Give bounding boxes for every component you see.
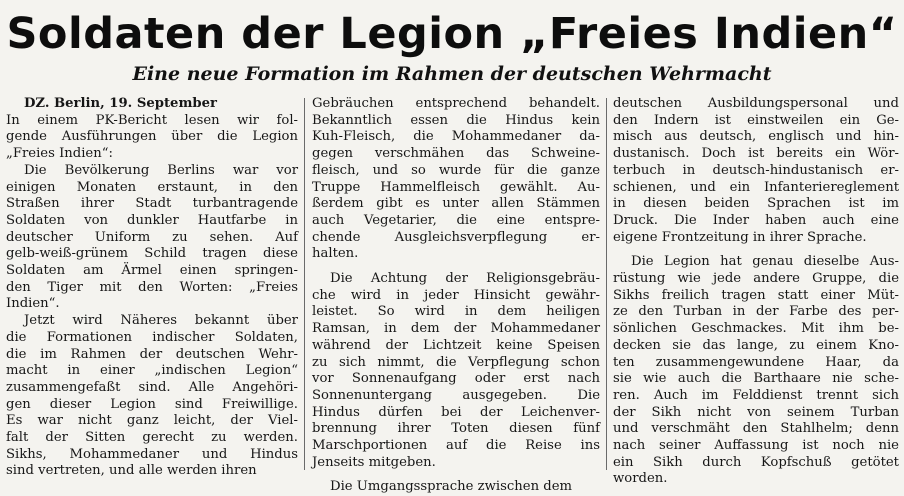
text-line: fleisch, und so wurde für die ganze (312, 162, 600, 178)
article-column-2 (312, 96, 600, 495)
text-line: deutschen Ausbildungspersonal und (613, 96, 899, 111)
subheadline: Eine neue Formation im Rahmen der deutschen Wehrmacht (132, 63, 772, 85)
text-line: Bekanntlich essen die Hindus kein (312, 112, 600, 128)
text-line: Die Legion hat genau dieselbe Aus- (631, 254, 899, 270)
text-line: auch Vegetarier, die eine entspre- (312, 212, 600, 228)
text-line: terbuch in deutsch-hindustanisch er- (613, 162, 899, 178)
text-line: deutscher Uniform zu sehen. Auf (6, 229, 298, 245)
text-line: chende Ausgleichsverpflegung er- (312, 229, 600, 245)
column-rule (304, 98, 305, 470)
paragraph-gap (613, 246, 899, 254)
headline: Soldaten der Legion „Freies Indien“ (6, 9, 898, 59)
text-line: schienen, und ein Infanteriereglement (613, 179, 899, 195)
text-line: che wird in jeder Hinsicht gewähr- (312, 287, 600, 303)
text-line: Die Bevölkerung Berlins war vor (24, 162, 298, 178)
text-line: Druck. Die Inder haben auch eine (613, 212, 899, 228)
text-line: Truppe Hammelfleisch gewählt. Au- (312, 179, 600, 195)
text-line: Jetzt wird Näheres bekannt über (24, 313, 298, 329)
text-line: ren. Auch im Felddienst trennt sich (613, 387, 899, 403)
text-line: halten. (312, 246, 359, 262)
text-line: Die Achtung der Religionsgebräu- (330, 271, 600, 287)
text-line: Sikhs freilich tragen statt einer Müt- (613, 287, 899, 303)
text-line: Straßen ihrer Stadt turbantragende (6, 196, 298, 212)
text-line: Die Umgangssprache zwischen dem (330, 479, 573, 495)
text-line: Soldaten von dunkler Hautfarbe in (6, 212, 298, 228)
article-column-3 (613, 96, 899, 487)
text-line: Sonnenuntergang ausgegeben. Die (312, 387, 600, 403)
text-line: decken sie das lange, zu einem Kno- (613, 337, 899, 353)
text-line: worden. (613, 471, 668, 487)
text-line: in diesen beiden Sprachen ist im (613, 196, 899, 212)
column-rule (606, 98, 607, 470)
text-line: und verschmäht den Stahlhelm; denn (613, 421, 899, 437)
text-line: gen dieser Legion sind Freiwillige. (6, 396, 298, 412)
text-line: Jenseits mitgeben. (312, 454, 436, 470)
text-line: gegen verschmähen das Schweine- (312, 146, 600, 162)
text-line: gelb-weiß-grünem Schild tragen diese (6, 246, 298, 262)
paragraph-gap (312, 471, 600, 479)
text-line: während der Lichtzeit keine Speisen (312, 337, 600, 353)
text-line: rüstung wie jede andere Gruppe, die (613, 271, 899, 287)
text-line: Hindus dürfen bei der Leichenver- (312, 404, 600, 420)
text-line: „Freies Indien“: (6, 146, 113, 162)
text-line: sönlichen Geschmackes. Mit ihm be- (613, 321, 899, 337)
text-line: ein Sikh durch Kopfschuß getötet (613, 454, 899, 470)
text-line: sie wie auch die Barthaare nie sche- (613, 371, 899, 387)
text-line: misch aus deutsch, englisch und hin- (613, 129, 899, 145)
text-line: nach seiner Auffassung ist noch nie (613, 438, 899, 454)
text-line: Soldaten am Ärmel einen springen- (6, 263, 298, 279)
text-line: ze den Turban in der Farbe des per- (613, 304, 899, 320)
text-line: Marschportionen auf die Reise ins (312, 438, 600, 454)
text-line: zu sich nimmt, die Verpflegung schon (312, 354, 600, 370)
text-line: ßerdem gibt es unter allen Stämmen (312, 196, 600, 212)
text-line: Kuh-Fleisch, die Mohammedaner da- (312, 129, 600, 145)
text-line: dustanisch. Doch ist bereits ein Wör- (613, 146, 899, 162)
text-line: ten zusammengewundene Haar, da (613, 354, 899, 370)
paragraph-gap (312, 263, 600, 271)
text-line: Indien“. (6, 296, 60, 312)
text-line: falt der Sitten gerecht zu werden. (6, 430, 298, 446)
text-line: der Sikh nicht von seinem Turban (613, 404, 899, 420)
text-line: den Indern ist einstweilen ein Ge- (613, 112, 899, 128)
text-line: sind vertreten, und alle werden ihren (6, 463, 257, 479)
text-line: leistet. So wird in dem heiligen (312, 304, 600, 320)
text-line: einigen Monaten erstaunt, in den (6, 179, 298, 195)
text-line: In einem PK-Bericht lesen wir fol- (6, 112, 298, 128)
text-line: eigene Frontzeitung in ihrer Sprache. (613, 229, 867, 245)
text-line: brennung ihrer Toten diesen fünf (312, 421, 600, 437)
text-line: gende Ausführungen über die Legion (6, 129, 298, 145)
text-line: Ramsan, in dem der Mohammedaner (312, 321, 600, 337)
article-column-1 (6, 96, 298, 479)
text-line: Gebräuchen entsprechend behandelt. (312, 96, 600, 111)
text-line: Es war nicht ganz leicht, der Viel- (6, 413, 298, 429)
text-line: Sikhs, Mohammedaner und Hindus (6, 446, 298, 462)
text-line: macht in einer „indischen Legion“ (6, 363, 298, 379)
text-line: die im Rahmen der deutschen Wehr- (6, 346, 298, 362)
text-line: vor Sonnenaufgang oder erst nach (312, 371, 600, 387)
text-line: zusammengefaßt sind. Alle Angehöri- (6, 379, 298, 395)
dateline: DZ. Berlin, 19. September (24, 96, 217, 111)
text-line: den Tiger mit den Worten: „Freies (6, 279, 298, 295)
text-line: die Formationen indischer Soldaten, (6, 329, 298, 345)
